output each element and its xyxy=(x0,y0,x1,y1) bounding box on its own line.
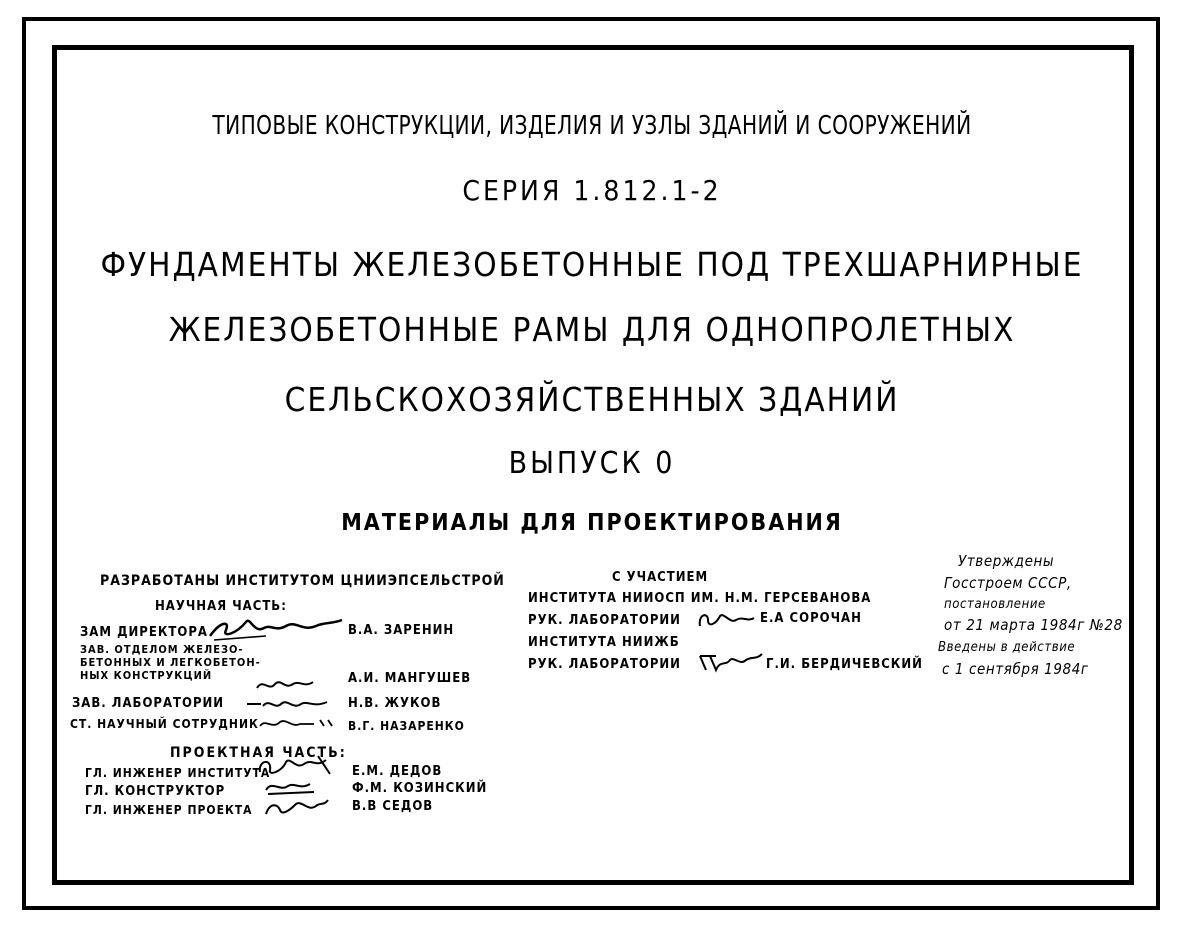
deputy-name: В.А. ЗАРЕНИН xyxy=(348,623,455,638)
title-line-2: ЖЕЛЕЗОБЕТОННЫЕ РАМЫ ДЛЯ ОДНОПРОЛЕТНЫХ xyxy=(168,310,1016,349)
approval-line-4: от 21 марта 1984г №28 xyxy=(944,616,1123,634)
title-line-1: ФУНДАМЕНТЫ ЖЕЛЕЗОБЕТОННЫЕ ПОД ТРЕХШАРНИРНЫЕ xyxy=(100,245,1084,284)
chief-constructor-name: Ф.М. КОЗИНСКИЙ xyxy=(352,781,488,796)
project-heading: ПРОЕКТНАЯ ЧАСТЬ: xyxy=(170,745,347,761)
signature-zhukov xyxy=(245,694,330,714)
issue-number: ВЫПУСК 0 xyxy=(508,446,676,481)
approval-line-3: постановление xyxy=(944,597,1046,612)
approval-line-6: с 1 сентября 1984г xyxy=(942,660,1089,678)
signature-mangushev xyxy=(255,674,315,694)
series-number: СЕРИЯ 1.812.1-2 xyxy=(462,174,722,207)
signature-berdichevsky xyxy=(696,650,766,674)
chief-engineer-institute-role: ГЛ. ИНЖЕНЕР ИНСТИТУТА xyxy=(85,766,271,780)
participants-heading: С УЧАСТИЕМ xyxy=(612,570,709,585)
chief-constructor-role: ГЛ. КОНСТРУКТОР xyxy=(85,784,226,799)
dept-name: А.И. МАНГУШЕВ xyxy=(348,671,472,686)
dept-role-3: НЫХ КОНСТРУКЦИЙ xyxy=(80,669,213,682)
developers-heading: РАЗРАБОТАНЫ ИНСТИТУТОМ ЦНИИЭПСЕЛЬСТРОЙ xyxy=(100,573,505,589)
participant-institute-2: ИНСТИТУТА НИИЖБ xyxy=(528,635,680,650)
participant-lab-name-1: Е.А СОРОЧАН xyxy=(760,611,862,626)
signature-zarenin xyxy=(206,612,346,644)
chief-engineer-institute-name: Е.М. ДЕДОВ xyxy=(352,764,443,779)
chief-engineer-project-name: В.В СЕДОВ xyxy=(352,799,434,814)
science-heading: НАУЧНАЯ ЧАСТЬ: xyxy=(155,599,287,614)
approval-line-5: Введены в действие xyxy=(938,640,1076,655)
dept-role-1: ЗАВ. ОТДЕЛОМ ЖЕЛЕЗО- xyxy=(80,643,244,656)
dept-role-2: БЕТОННЫХ И ЛЕГКОБЕТОН- xyxy=(80,656,261,669)
approval-line-1: Утверждены xyxy=(958,552,1055,570)
lab-role: ЗАВ. ЛАБОРАТОРИИ xyxy=(72,696,225,711)
participant-lab-role-1: РУК. ЛАБОРАТОРИИ xyxy=(528,613,681,628)
signature-sedov xyxy=(262,796,332,820)
lab-name: Н.В. ЖУКОВ xyxy=(348,696,442,711)
signature-kozinsky xyxy=(262,776,322,798)
senior-role: СТ. НАУЧНЫЙ СОТРУДНИК xyxy=(70,717,259,731)
signature-sorochan xyxy=(696,608,758,632)
subtitle: МАТЕРИАЛЫ ДЛЯ ПРОЕКТИРОВАНИЯ xyxy=(341,510,843,536)
approval-line-2: Госстроем СССР, xyxy=(944,574,1072,592)
deputy-role: ЗАМ ДИРЕКТОРА xyxy=(80,625,208,640)
participant-lab-role-2: РУК. ЛАБОРАТОРИИ xyxy=(528,657,681,672)
senior-name: В.Г. НАЗАРЕНКО xyxy=(348,719,465,733)
participant-lab-name-2: Г.И. БЕРДИЧЕВСКИЙ xyxy=(766,657,923,672)
participant-institute-1: ИНСТИТУТА НИИОСП ИМ. Н.М. ГЕРСЕВАНОВА xyxy=(528,591,872,606)
chief-engineer-project-role: ГЛ. ИНЖЕНЕР ПРОЕКТА xyxy=(85,803,253,817)
signature-nazarenko xyxy=(258,714,338,732)
title-line-3: СЕЛЬСКОХОЗЯЙСТВЕННЫХ ЗДАНИЙ xyxy=(284,380,900,419)
header-line: ТИПОВЫЕ КОНСТРУКЦИИ, ИЗДЕЛИЯ И УЗЛЫ ЗДАНИЙ И СООРУЖЕНИЙ xyxy=(212,111,972,141)
